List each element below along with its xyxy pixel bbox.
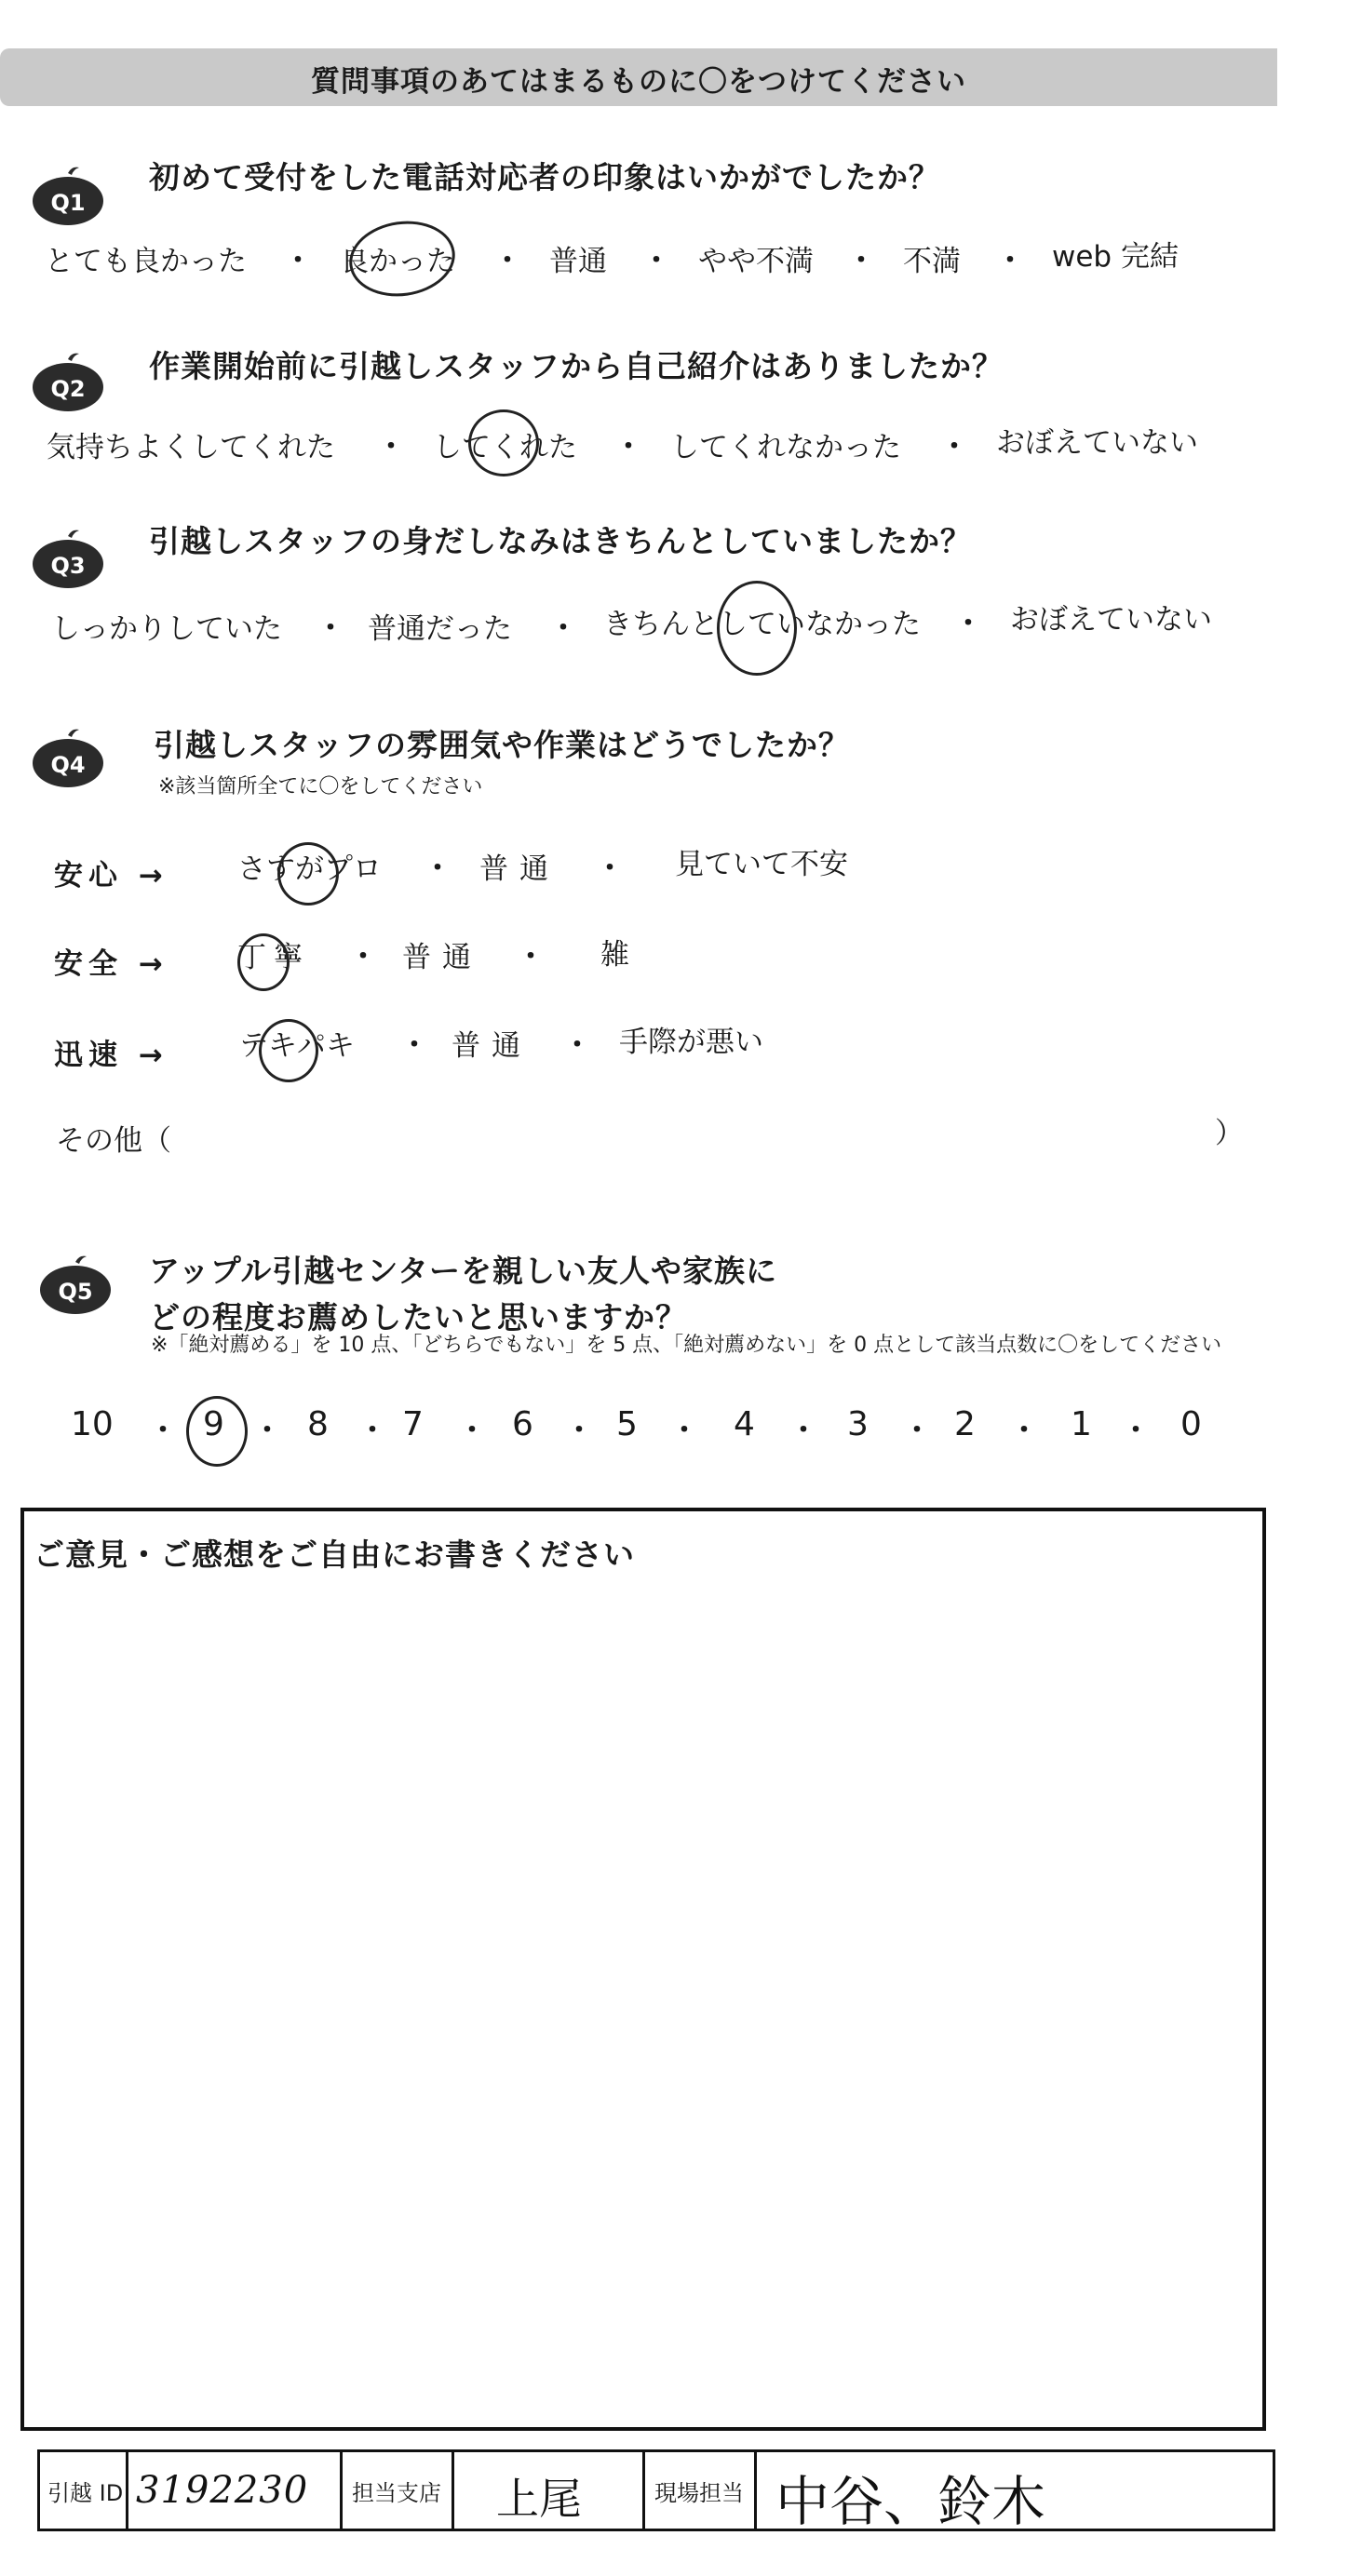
branch-value-cell[interactable] bbox=[454, 2452, 645, 2529]
q5-badge-icon bbox=[35, 1254, 115, 1316]
separator: ・ bbox=[284, 245, 312, 277]
q4-badge-icon bbox=[28, 728, 108, 789]
q1-option[interactable]: やや不満 bbox=[698, 245, 814, 278]
separator: ・ bbox=[377, 431, 405, 463]
staff-value: 中谷、鈴木 bbox=[775, 2470, 1046, 2533]
staff-value-cell[interactable] bbox=[757, 2452, 1273, 2533]
q4-option[interactable]: 雑 bbox=[600, 938, 629, 972]
q4-other-close: ） bbox=[1215, 1117, 1244, 1150]
branch-value: 上尾 bbox=[496, 2474, 582, 2524]
move-id-value-cell[interactable] bbox=[128, 2452, 343, 2529]
separator: ・ bbox=[954, 608, 982, 640]
q5-score-option[interactable]: 9 bbox=[203, 1405, 224, 1443]
separator: ・ bbox=[358, 1415, 386, 1447]
q3-option[interactable]: しっかりしていた bbox=[51, 612, 282, 646]
q2-option[interactable]: してくれなかった bbox=[670, 431, 901, 464]
q2-badge-icon bbox=[28, 352, 108, 413]
q1-badge-icon bbox=[28, 166, 108, 227]
comments-title: ご意見・ご感想をご自由にお書きください bbox=[34, 1536, 635, 1573]
q5-note: ※「絶対薦める」を 10 点、「どちらでもない」を 5 点、「絶対薦めない」を 0 点として該当点数に〇をしてください bbox=[151, 1334, 1222, 1357]
q5-score-option[interactable]: 8 bbox=[307, 1405, 329, 1443]
q2-badge-label: Q2 bbox=[50, 376, 86, 402]
page-title: 質問事項のあてはまるものに〇をつけてください bbox=[311, 65, 966, 99]
separator: ・ bbox=[940, 431, 968, 463]
separator: ・ bbox=[670, 1415, 698, 1447]
separator: ・ bbox=[317, 612, 344, 645]
q5-score-option[interactable]: 6 bbox=[512, 1405, 533, 1443]
comments-textarea[interactable] bbox=[20, 1508, 1266, 2431]
q5-score-option[interactable]: 0 bbox=[1180, 1405, 1202, 1443]
q3-question: 引越しスタッフの身だしなみはきちんとしていましたか？ bbox=[149, 523, 972, 559]
separator: ・ bbox=[253, 1415, 281, 1447]
q5-badge-label: Q5 bbox=[58, 1279, 93, 1305]
separator: ・ bbox=[1010, 1415, 1038, 1447]
q2-question: 作業開始前に引越しスタッフから自己紹介はありましたか？ bbox=[149, 348, 1004, 384]
q4-option[interactable]: 見ていて不安 bbox=[675, 848, 848, 881]
branch-label-cell bbox=[343, 2452, 454, 2529]
q5-score-option[interactable]: 3 bbox=[847, 1405, 869, 1443]
q4-note: ※該当箇所全てに〇をしてください bbox=[158, 775, 483, 798]
separator: ・ bbox=[596, 852, 624, 885]
separator: ・ bbox=[424, 852, 452, 885]
q5-score-option[interactable]: 5 bbox=[616, 1405, 638, 1443]
q5-score-option[interactable]: 4 bbox=[734, 1405, 755, 1443]
q1-option[interactable]: 普通 bbox=[549, 245, 607, 278]
q2-option[interactable]: 気持ちよくしてくれた bbox=[47, 431, 335, 464]
separator: ・ bbox=[789, 1415, 817, 1447]
q5-score-option[interactable]: 7 bbox=[402, 1405, 424, 1443]
q2-option[interactable]: おぼえていない bbox=[996, 426, 1198, 460]
q4-option[interactable]: テキパキ bbox=[239, 1029, 355, 1063]
separator: ・ bbox=[517, 941, 545, 973]
q3-option[interactable]: 普通だった bbox=[368, 612, 512, 646]
q1-option[interactable]: 良かった bbox=[340, 245, 455, 278]
q4-option[interactable]: 普通 bbox=[452, 1029, 532, 1063]
q4-option[interactable]: 丁寧 bbox=[237, 941, 310, 974]
q1-option[interactable]: 不満 bbox=[903, 245, 961, 278]
q4-badge-label: Q4 bbox=[50, 752, 86, 778]
separator: ・ bbox=[563, 1029, 591, 1062]
separator: ・ bbox=[614, 431, 642, 463]
move-id-label-cell bbox=[40, 2452, 128, 2529]
q5-question-line2: どの程度お薦めしたいと思いますか？ bbox=[149, 1299, 687, 1335]
separator: ・ bbox=[642, 245, 670, 277]
q4-option[interactable]: 普通 bbox=[479, 852, 559, 886]
q4-option[interactable]: さすがプロ bbox=[237, 852, 382, 886]
q3-badge-icon bbox=[28, 529, 108, 590]
q3-badge-label: Q3 bbox=[50, 553, 86, 579]
separator: ・ bbox=[1122, 1415, 1150, 1447]
separator: ・ bbox=[349, 941, 377, 973]
move-id-value: 3192230 bbox=[136, 2469, 309, 2512]
q5-score-option[interactable]: 1 bbox=[1071, 1405, 1092, 1443]
q1-question: 初めて受付をした電話対応者の印象はいかがでしたか？ bbox=[149, 159, 940, 195]
staff-label-cell bbox=[645, 2452, 757, 2529]
move-id-label: 引越 ID bbox=[47, 2480, 124, 2506]
q3-option[interactable]: おぼえていない bbox=[1010, 603, 1212, 637]
q5-score-option[interactable]: 10 bbox=[71, 1405, 114, 1443]
separator: ・ bbox=[149, 1415, 177, 1447]
separator: ・ bbox=[847, 245, 875, 277]
q1-option[interactable]: とても良かった bbox=[45, 245, 247, 278]
q4-row-label: 迅速 → bbox=[54, 1039, 168, 1072]
staff-label: 現場担当 bbox=[654, 2480, 744, 2506]
q4-row-label: 安全 → bbox=[54, 947, 168, 981]
q1-option[interactable]: web 完結 bbox=[1052, 240, 1179, 274]
separator: ・ bbox=[400, 1029, 428, 1062]
separator: ・ bbox=[565, 1415, 593, 1447]
q4-option[interactable]: 普通 bbox=[402, 941, 482, 974]
separator: ・ bbox=[549, 612, 577, 645]
separator: ・ bbox=[458, 1415, 486, 1447]
q5-score-option[interactable]: 2 bbox=[954, 1405, 976, 1443]
q4-row-label: 安心 → bbox=[54, 859, 168, 892]
q4-option[interactable]: 手際が悪い bbox=[619, 1026, 763, 1059]
separator: ・ bbox=[996, 245, 1024, 277]
q4-other-label: その他（ bbox=[56, 1124, 171, 1158]
separator: ・ bbox=[903, 1415, 931, 1447]
q1-badge-label: Q1 bbox=[50, 190, 86, 216]
q2-option[interactable]: してくれた bbox=[433, 431, 577, 464]
branch-label: 担当支店 bbox=[352, 2480, 441, 2506]
separator: ・ bbox=[493, 245, 521, 277]
q3-option[interactable]: きちんとしていなかった bbox=[603, 608, 921, 641]
footer-table bbox=[37, 2449, 1275, 2531]
q5-question-line1: アップル引越センターを親しい友人や家族に bbox=[149, 1253, 778, 1289]
q4-question: 引越しスタッフの雰囲気や作業はどうでしたか？ bbox=[154, 727, 850, 763]
